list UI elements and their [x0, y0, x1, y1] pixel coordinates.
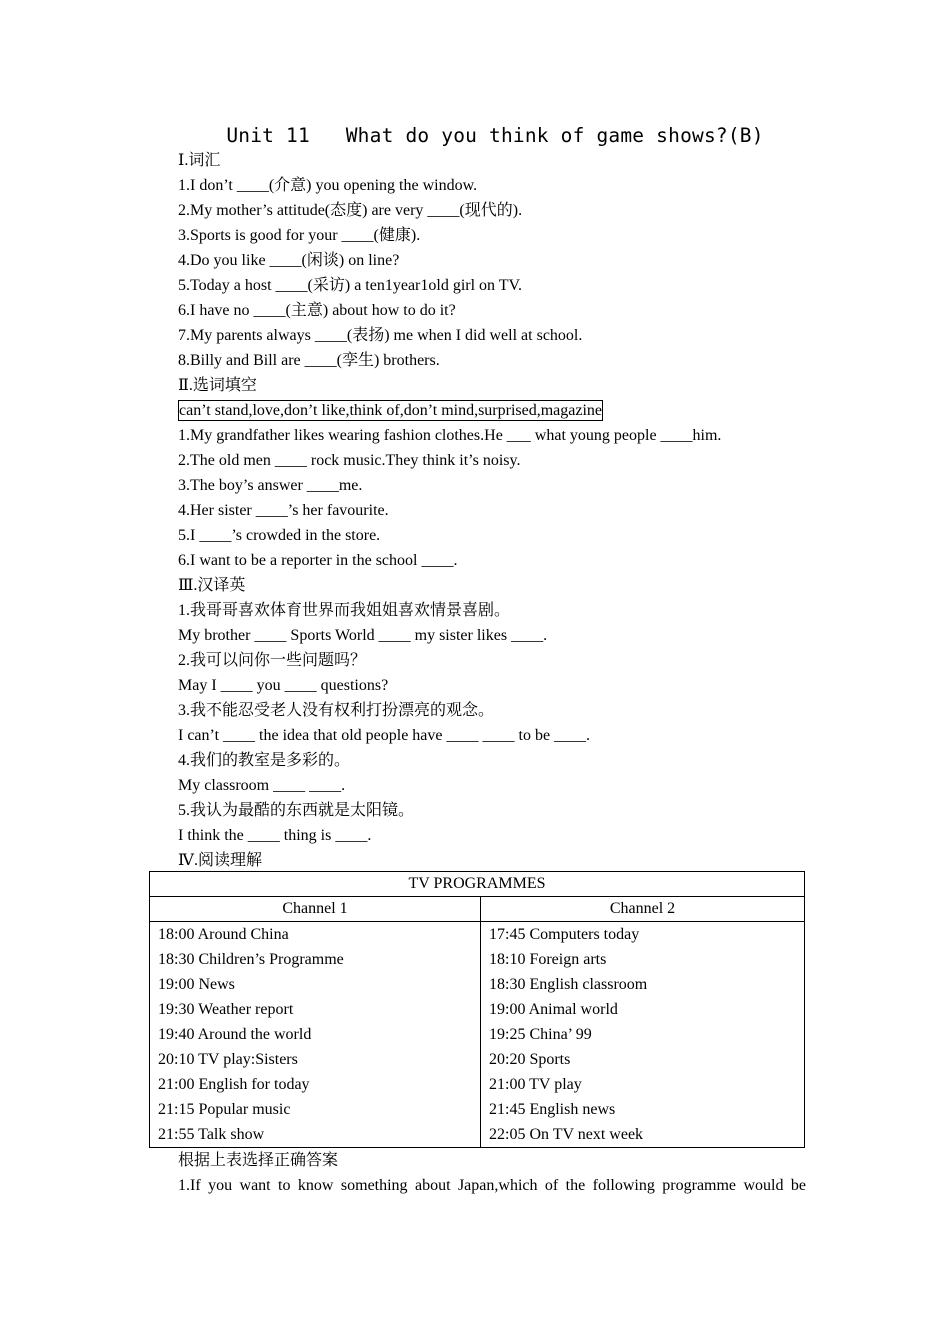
programme-entry: 19:40 Around the world	[158, 1026, 312, 1043]
vocab-item: 5.Today a host ____(采访) a ten1year1old girl on TV.	[178, 277, 523, 294]
translation-blank: May I ____ you ____ questions?	[178, 677, 389, 694]
section-1-heading: Ⅰ.词汇	[178, 152, 221, 169]
programme-entry: 22:05 On TV next week	[489, 1126, 644, 1143]
vocab-item: 2.My mother’s attitude(态度) are very ____(现代的).	[178, 202, 523, 219]
programme-entry: 20:20 Sports	[489, 1051, 571, 1068]
chinese-sentence: 3.我不能忍受老人没有权利打扮漂亮的观念。	[178, 702, 495, 719]
programme-entry: 19:30 Weather report	[158, 1001, 294, 1018]
vocab-item: 1.I don’t ____(介意) you opening the window.	[178, 177, 478, 194]
programme-entry: 18:30 Children’s Programme	[158, 951, 344, 968]
channel-2-header: Channel 2	[481, 897, 805, 922]
programme-entry: 18:30 English classroom	[489, 976, 648, 993]
chinese-sentence: 2.我可以问你一些问题吗？	[178, 652, 367, 669]
reading-instruction: 根据上表选择正确答案	[178, 1152, 339, 1169]
fill-item: 5.I ____’s crowded in the store.	[178, 527, 381, 544]
worksheet-body	[178, 148, 808, 873]
reading-questions	[178, 1148, 806, 1198]
channel-2-schedule	[481, 922, 805, 1148]
page-title: Unit 11 What do you think of game shows?(B)	[226, 124, 764, 147]
translation-blank: My brother ____ Sports World ____ my sister likes ____.	[178, 627, 548, 644]
word-box: can’t stand,love,don’t like,think of,don’t mind,surprised,magazine	[179, 402, 603, 419]
programme-entry: 19:25 China’ 99	[489, 1026, 592, 1043]
question-1: 1.If you want to know something about Japan,which of the following programme would be	[178, 1177, 806, 1194]
section-3-heading: Ⅲ.汉译英	[178, 577, 246, 594]
translation-blank: I think the ____ thing is ____.	[178, 827, 372, 844]
fill-item: 6.I want to be a reporter in the school ____.	[178, 552, 458, 569]
fill-item: 1.My grandfather likes wearing fashion clothes.He ___ what young people ____him.	[178, 427, 722, 444]
vocab-item: 6.I have no ____(主意) about how to do it?	[178, 302, 456, 319]
programme-entry: 21:45 English news	[489, 1101, 616, 1118]
programme-entry: 19:00 Animal world	[489, 1001, 618, 1018]
fill-item: 2.The old men ____ rock music.They think it’s noisy.	[178, 452, 521, 469]
channel-1-schedule	[150, 922, 481, 1148]
table-title: TV PROGRAMMES	[150, 872, 805, 897]
fill-item: 4.Her sister ____’s her favourite.	[178, 502, 389, 519]
programme-entry: 18:00 Around China	[158, 926, 289, 943]
chinese-sentence: 4.我们的教室是多彩的。	[178, 752, 351, 769]
vocab-item: 4.Do you like ____(闲谈) on line?	[178, 252, 400, 269]
fill-item: 3.The boy’s answer ____me.	[178, 477, 363, 494]
section-4-heading: Ⅳ.阅读理解	[178, 852, 262, 869]
programme-entry: 19:00 News	[158, 976, 235, 993]
channel-1-header: Channel 1	[150, 897, 481, 922]
vocab-item: 3.Sports is good for your ____(健康).	[178, 227, 421, 244]
programme-entry: 17:45 Computers today	[489, 926, 640, 943]
vocab-item: 8.Billy and Bill are ____(孪生) brothers.	[178, 352, 440, 369]
programme-entry: 21:00 TV play	[489, 1076, 582, 1093]
vocab-item: 7.My parents always ____(表扬) me when I did well at school.	[178, 327, 583, 344]
word-box-row	[178, 398, 808, 423]
section-2-heading: Ⅱ.选词填空	[178, 377, 257, 394]
programme-entry: 21:55 Talk show	[158, 1126, 265, 1143]
programme-entry: 21:15 Popular music	[158, 1101, 291, 1118]
translation-blank: I can’t ____ the idea that old people have ____ ____ to be ____.	[178, 727, 591, 744]
chinese-sentence: 1.我哥哥喜欢体育世界而我姐姐喜欢情景喜剧。	[178, 602, 511, 619]
tv-programmes-table	[149, 871, 805, 1148]
translation-blank: My classroom ____ ____.	[178, 777, 346, 794]
chinese-sentence: 5.我认为最酷的东西就是太阳镜。	[178, 802, 415, 819]
programme-entry: 18:10 Foreign arts	[489, 951, 607, 968]
programme-entry: 20:10 TV play:Sisters	[158, 1051, 298, 1068]
programme-entry: 21:00 English for today	[158, 1076, 310, 1093]
